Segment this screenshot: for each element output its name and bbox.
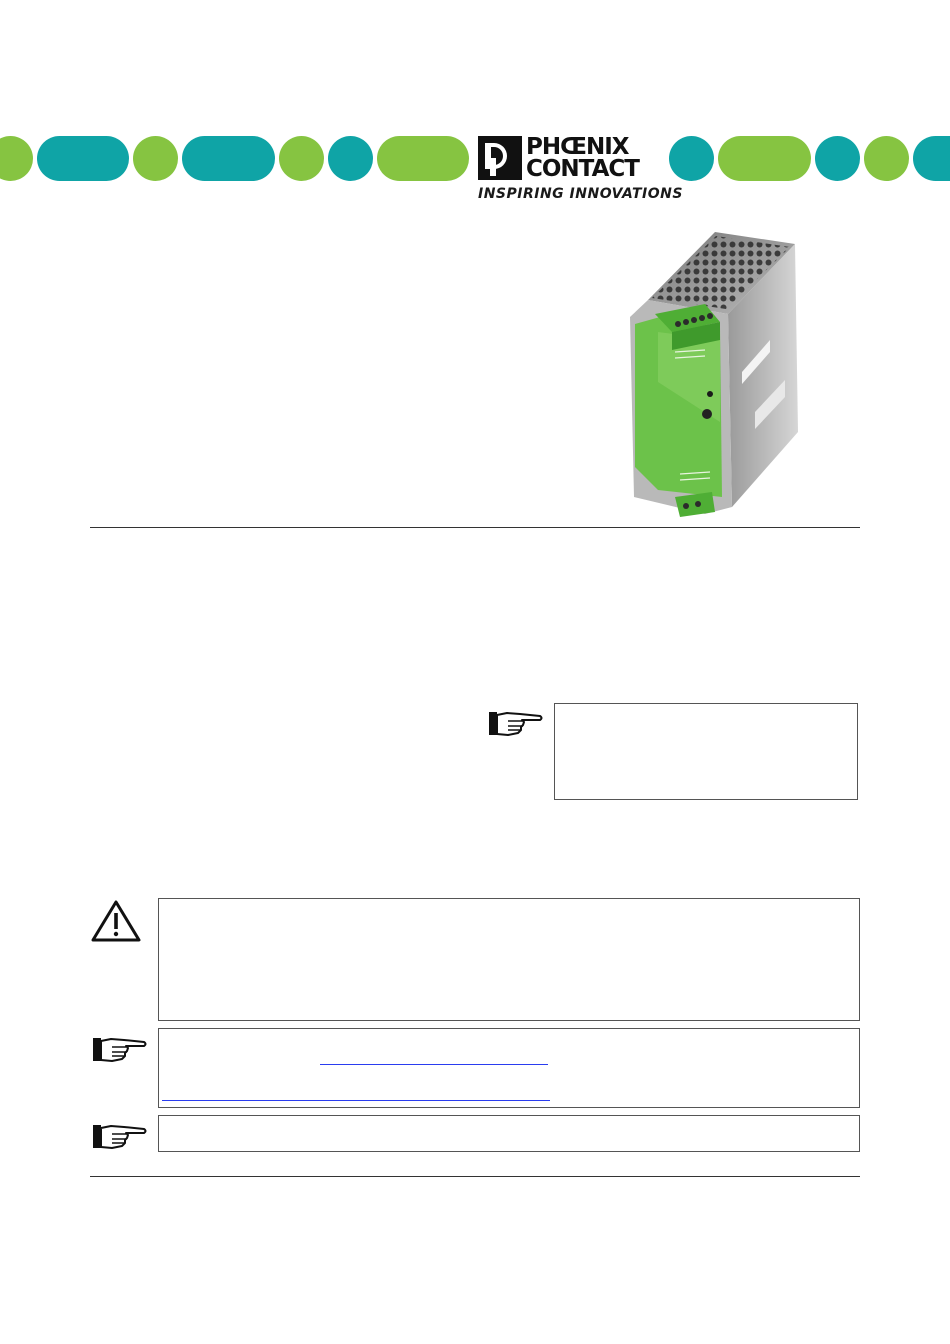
decor-pill [913, 136, 950, 181]
decor-dot [133, 136, 178, 181]
warning-triangle-icon [90, 899, 142, 943]
brand-name-line1: PHŒNIX [526, 134, 629, 160]
decor-pill [182, 136, 275, 181]
decor-dot [328, 136, 373, 181]
brand-tagline: INSPIRING INNOVATIONS [478, 186, 683, 202]
pointing-hand-icon [90, 1121, 148, 1151]
decor-dot [669, 136, 714, 181]
decor-dot [0, 136, 33, 181]
warning-box [158, 898, 860, 1021]
decor-pill [377, 136, 469, 181]
pointing-hand-icon [90, 1034, 148, 1064]
note-box [554, 703, 858, 800]
decor-pill [718, 136, 811, 181]
brand-logo-icon [478, 136, 522, 180]
hyperlink-underline[interactable] [162, 1100, 550, 1101]
decor-pill [37, 136, 129, 181]
power-supply-unit-photo [620, 222, 810, 522]
decor-dot [815, 136, 860, 181]
decor-dot [864, 136, 909, 181]
pointing-hand-icon [486, 708, 544, 738]
section-divider [90, 527, 860, 528]
note-links-box [158, 1028, 860, 1108]
note-small-box [158, 1115, 860, 1152]
footer-divider [90, 1176, 860, 1177]
brand-name-line2: CONTACT [526, 156, 639, 182]
decor-dot [279, 136, 324, 181]
hyperlink-underline[interactable] [320, 1064, 548, 1065]
